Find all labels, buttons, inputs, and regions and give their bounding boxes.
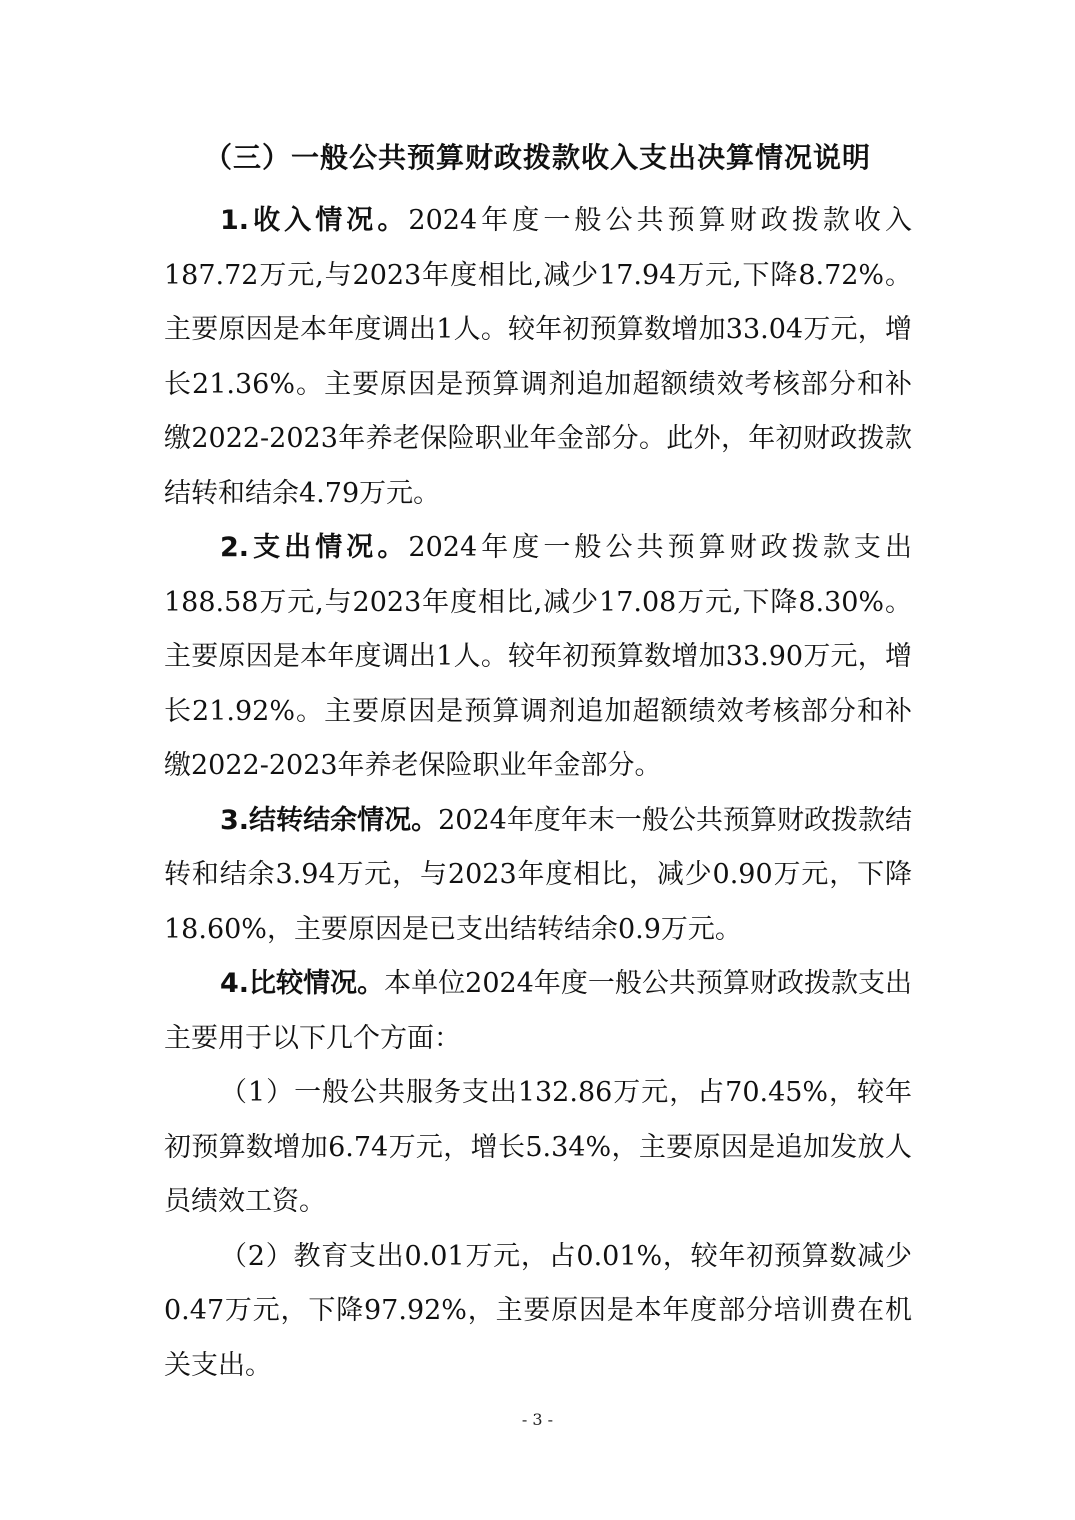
section-heading: （三）一般公共预算财政拨款收入支出决算情况说明 xyxy=(203,141,871,174)
document-body xyxy=(164,194,912,1393)
carryover-text: 2024年度年末一般公共预算财政拨款结转和结余3.94万元，与2023年度相比，减少0.90万元，下降18.60%，主要原因是已支出结转结余0.9万元。 xyxy=(164,804,912,945)
carryover-paragraph xyxy=(164,794,912,958)
expenditure-lead: 2.支出情况。 xyxy=(220,532,409,563)
public-service-item: （1）一般公共服务支出132.86万元，占70.45%，较年初预算数增加6.74万元，增长5.34%，主要原因是追加发放人员绩效工资。 xyxy=(164,1077,912,1217)
income-paragraph xyxy=(164,194,912,521)
comparison-lead: 4.比较情况。 xyxy=(220,968,385,999)
expenditure-paragraph xyxy=(164,521,912,794)
income-lead: 1.收入情况。 xyxy=(220,205,409,236)
income-text: 2024年度一般公共预算财政拨款收入187.72万元,与2023年度相比,减少17.94万元,下降8.72%。主要原因是本年度调出1人。较年初预算数增加33.04万元，增长21.36%。主要原因是预算调剂追加超额绩效考核部分和补缴2022-2023年养老保险职业年金部分。此外，年初财政拨款结转和结余4.79万元。 xyxy=(164,205,912,509)
education-item: （2）教育支出0.01万元，占0.01%，较年初预算数减少0.47万元，下降97.92%，主要原因是本年度部分培训费在机关支出。 xyxy=(164,1240,912,1381)
comparison-paragraph xyxy=(164,957,912,1066)
page-number: - 3 - xyxy=(521,1410,554,1429)
expenditure-text: 2024年度一般公共预算财政拨款支出188.58万元,与2023年度相比,减少17.08万元,下降8.30%。主要原因是本年度调出1人。较年初预算数增加33.90万元，增长21.92%。主要原因是预算调剂追加超额绩效考核部分和补缴2022-2023年养老保险职业年金部分。 xyxy=(164,532,912,781)
comparison-text: 本单位2024年度一般公共预算财政拨款支出主要用于以下几个方面： xyxy=(164,968,912,1054)
carryover-lead: 3.结转结余情况。 xyxy=(220,804,439,836)
